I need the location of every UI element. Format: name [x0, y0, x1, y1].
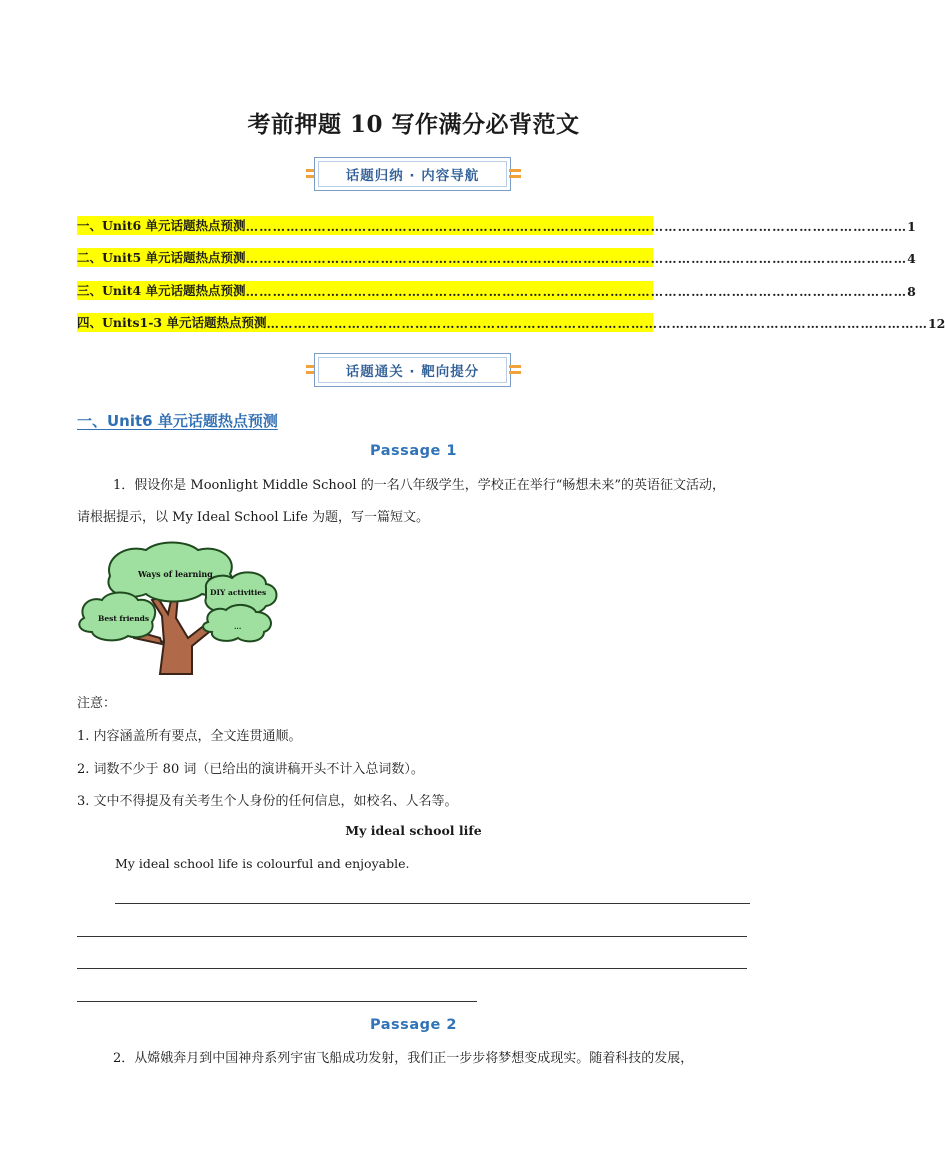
toc-leader-dots: ………………………………………………………………………………………………………………………………… — [245, 219, 908, 234]
tree-label-best-friends: Best friends — [98, 614, 150, 623]
passage-1-heading: Passage 1 — [370, 443, 457, 459]
tree-label-ways-of-learning: Ways of learning — [138, 569, 213, 579]
toc-item-3[interactable] — [77, 281, 916, 300]
banner-right-ornament-icon — [509, 166, 521, 180]
notes-title: 注意： — [77, 696, 117, 711]
passage-1-prompt-line-1: 1．假设你是 Moonlight Middle School 的一名八年级学生，学校正在举行“畅想未来”的英语征文活动， — [113, 478, 725, 493]
toc-leader-dots: ………………………………………………………………………………………………………………………………… — [266, 316, 928, 331]
toc-item-label: 二、Unit5 单元话题热点预测 — [77, 250, 246, 265]
passage-2-heading: Passage 2 — [370, 1017, 457, 1033]
toc-item-1[interactable] — [77, 216, 916, 235]
toc-item-label: 三、Unit4 单元话题热点预测 — [77, 283, 246, 298]
page-title: 考前押题 10 写作满分必背范文 — [247, 111, 580, 138]
tree-label-more: ... — [234, 622, 242, 631]
note-item-1: 1. 内容涵盖所有要点，全文连贯通顺。 — [77, 729, 302, 744]
toc-item-label: 一、Unit6 单元话题热点预测 — [77, 218, 246, 233]
toc-item-page: 4 — [907, 251, 916, 266]
toc-item-page: 12 — [927, 316, 945, 331]
passage-2-prompt-line-1: 2．从嫦娥奔月到中国神舟系列宇宙飞船成功发射，我们正一步步将梦想变成现实。随着科技的发展， — [113, 1051, 694, 1066]
toc-leader-dots: ………………………………………………………………………………………………………………………………… — [245, 251, 908, 266]
mind-map-tree-image — [76, 538, 282, 678]
writing-line-4[interactable] — [77, 1001, 477, 1002]
toc-item-page: 1 — [907, 219, 916, 234]
section-heading-unit6[interactable]: 一、Unit6 单元话题热点预测 — [77, 412, 278, 430]
note-item-2: 2. 词数不少于 80 词（已给出的演讲稿开头不计入总词数）。 — [77, 762, 424, 777]
writing-line-1[interactable] — [115, 903, 750, 904]
essay-opening-sentence: My ideal school life is colourful and enjoyable. — [115, 856, 410, 871]
toc-leader-dots: ………………………………………………………………………………………………………………………………… — [245, 284, 908, 299]
toc-item-label: 四、Units1-3 单元话题热点预测 — [77, 315, 267, 330]
writing-line-2[interactable] — [77, 936, 747, 937]
tree-label-diy-activities: DIY activities — [210, 588, 267, 597]
banner-right-ornament-icon — [509, 362, 521, 376]
essay-title: My ideal school life — [345, 823, 482, 838]
passage-1-prompt-line-2: 请根据提示，以 My Ideal School Life 为题，写一篇短文。 — [77, 510, 430, 525]
toc-item-4[interactable] — [77, 313, 945, 332]
banner-topic-practice — [306, 353, 521, 391]
toc-item-2[interactable] — [77, 248, 916, 267]
banner-label: 话题通关 · 靶向提分 — [314, 353, 511, 387]
banner-label: 话题归纳 · 内容导航 — [314, 157, 511, 191]
banner-topic-navigation — [306, 157, 521, 195]
writing-line-3[interactable] — [77, 968, 747, 969]
note-item-3: 3. 文中不得提及有关考生个人身份的任何信息，如校名、人名等。 — [77, 794, 458, 809]
toc-item-page: 8 — [907, 284, 916, 299]
